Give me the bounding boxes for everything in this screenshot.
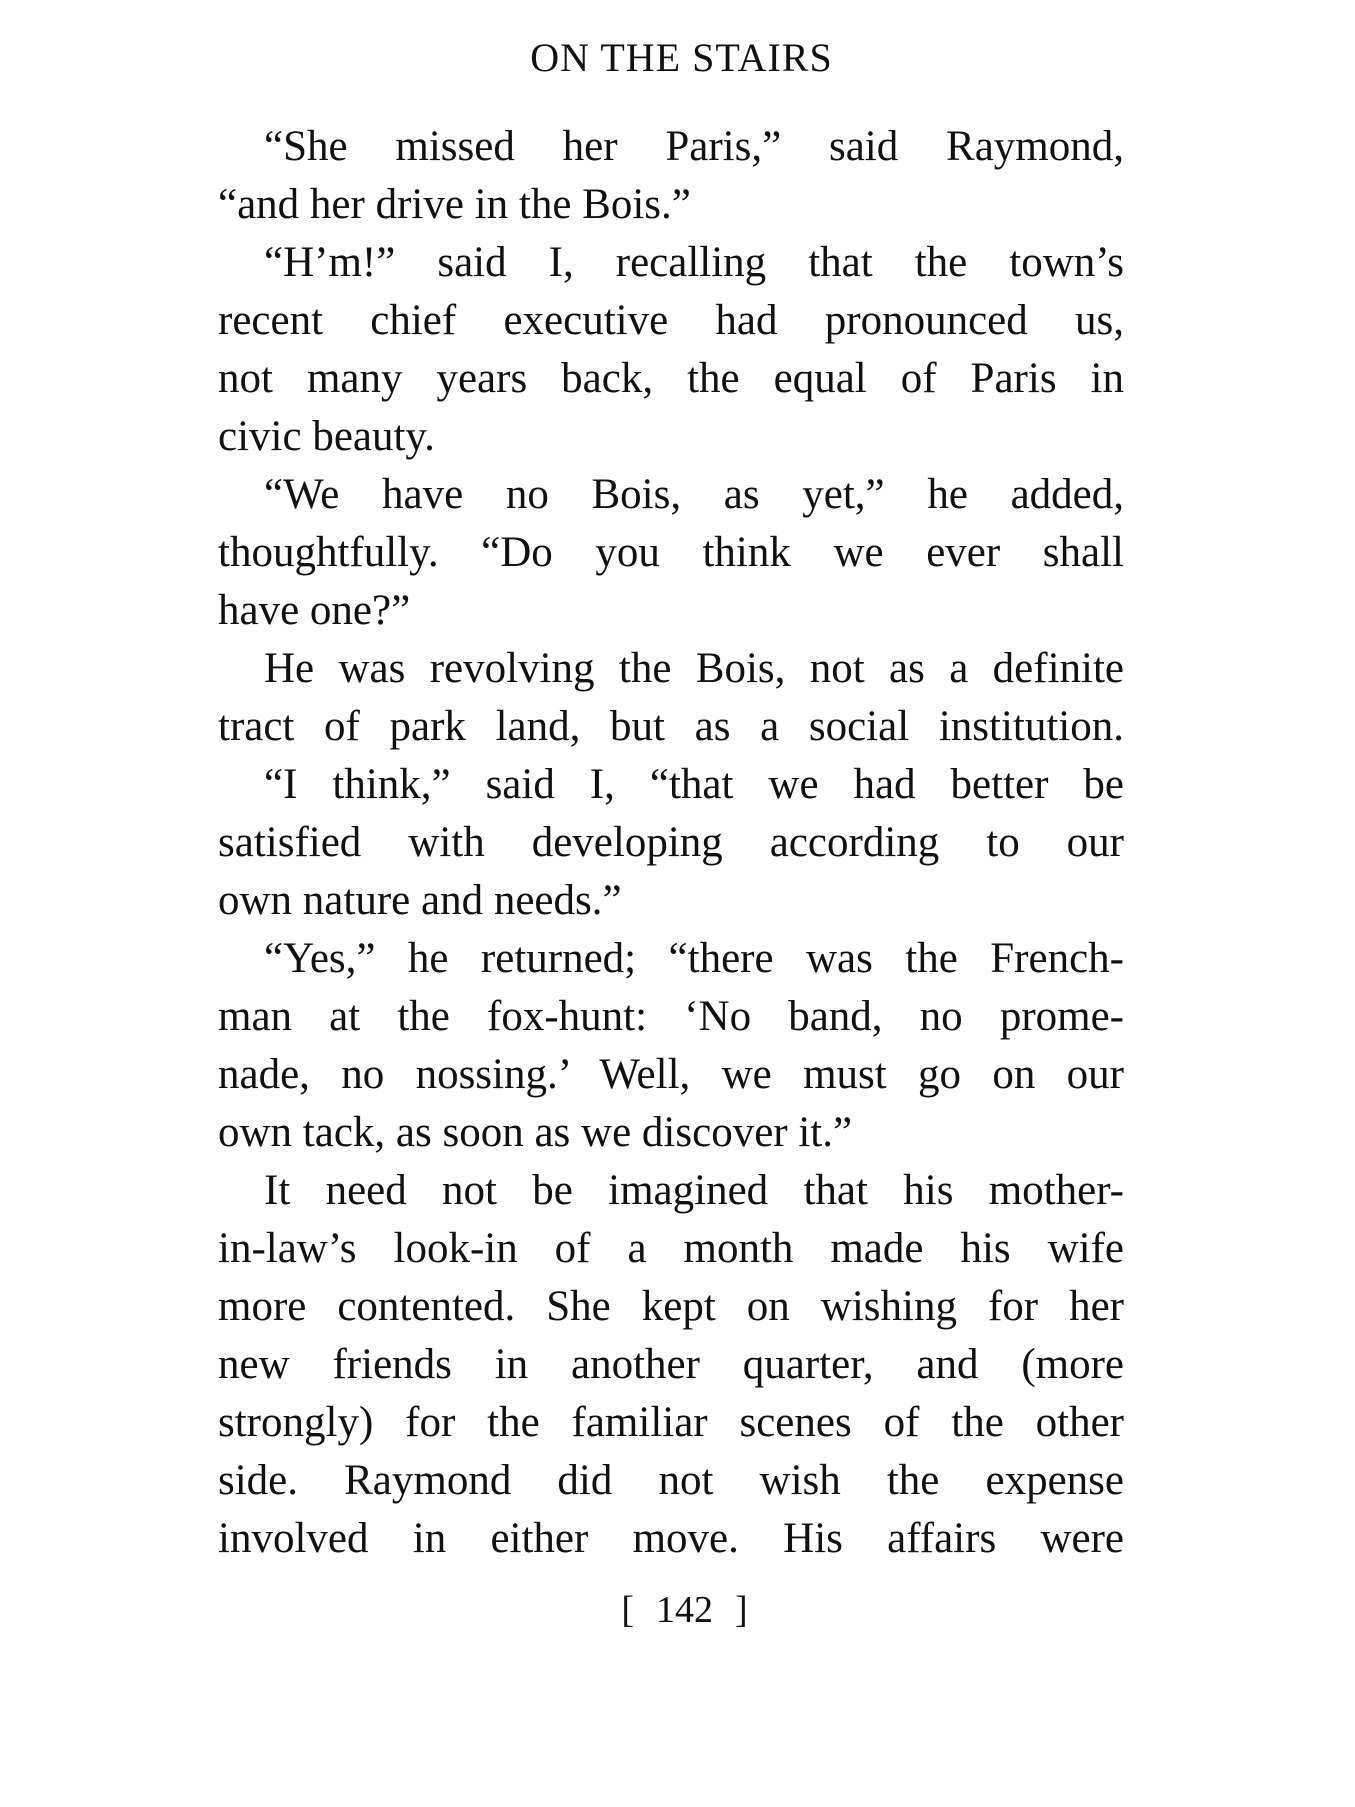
text-line: “and her drive in the Bois.” (218, 181, 691, 228)
text-line: recent chief executive had pronounced us, (218, 297, 1124, 344)
text-line: have one?” (218, 587, 411, 634)
text-line: “Yes,” he returned; “there was the French- (264, 935, 1124, 982)
text-line: not many years back, the equal of Paris in (218, 355, 1124, 402)
text-line: side. Raymond did not wish the expense (218, 1457, 1124, 1504)
text-line: more contented. She kept on wishing for her (218, 1283, 1124, 1330)
text-line: tract of park land, but as a social institution. (218, 703, 1124, 750)
text-line: “We have no Bois, as yet,” he added, (264, 471, 1124, 518)
folio-open-bracket: [ (621, 1589, 634, 1631)
text-line: new friends in another quarter, and (more (218, 1341, 1124, 1388)
text-line: “She missed her Paris,” said Raymond, (264, 123, 1124, 170)
text-line: involved in either move. His affairs were (218, 1515, 1124, 1562)
text-line: in-law’s look-in of a month made his wife (218, 1225, 1124, 1272)
text-line: thoughtfully. “Do you think we ever shall (218, 529, 1124, 576)
text-line: satisfied with developing according to our (218, 819, 1124, 866)
text-line: man at the fox-hunt: ‘No band, no prome- (218, 993, 1124, 1040)
text-line: It need not be imagined that his mother- (264, 1167, 1124, 1214)
text-line: “I think,” said I, “that we had better be (264, 761, 1124, 808)
text-line: own tack, as soon as we discover it.” (218, 1109, 853, 1156)
text-line: strongly) for the familiar scenes of the other (218, 1399, 1124, 1446)
folio-close-bracket: ] (735, 1589, 748, 1631)
text-line: “H’m!” said I, recalling that the town’s (264, 239, 1124, 286)
folio-number: 142 (656, 1589, 713, 1631)
page-number (0, 1586, 1355, 1634)
text-line: civic beauty. (218, 413, 435, 460)
text-line: He was revolving the Bois, not as a definite (264, 645, 1124, 692)
text-line: nade, no nossing.’ Well, we must go on our (218, 1051, 1124, 1098)
body-text (218, 118, 1124, 1568)
text-line: own nature and needs.” (218, 877, 622, 924)
running-head: ON THE STAIRS (530, 35, 833, 80)
